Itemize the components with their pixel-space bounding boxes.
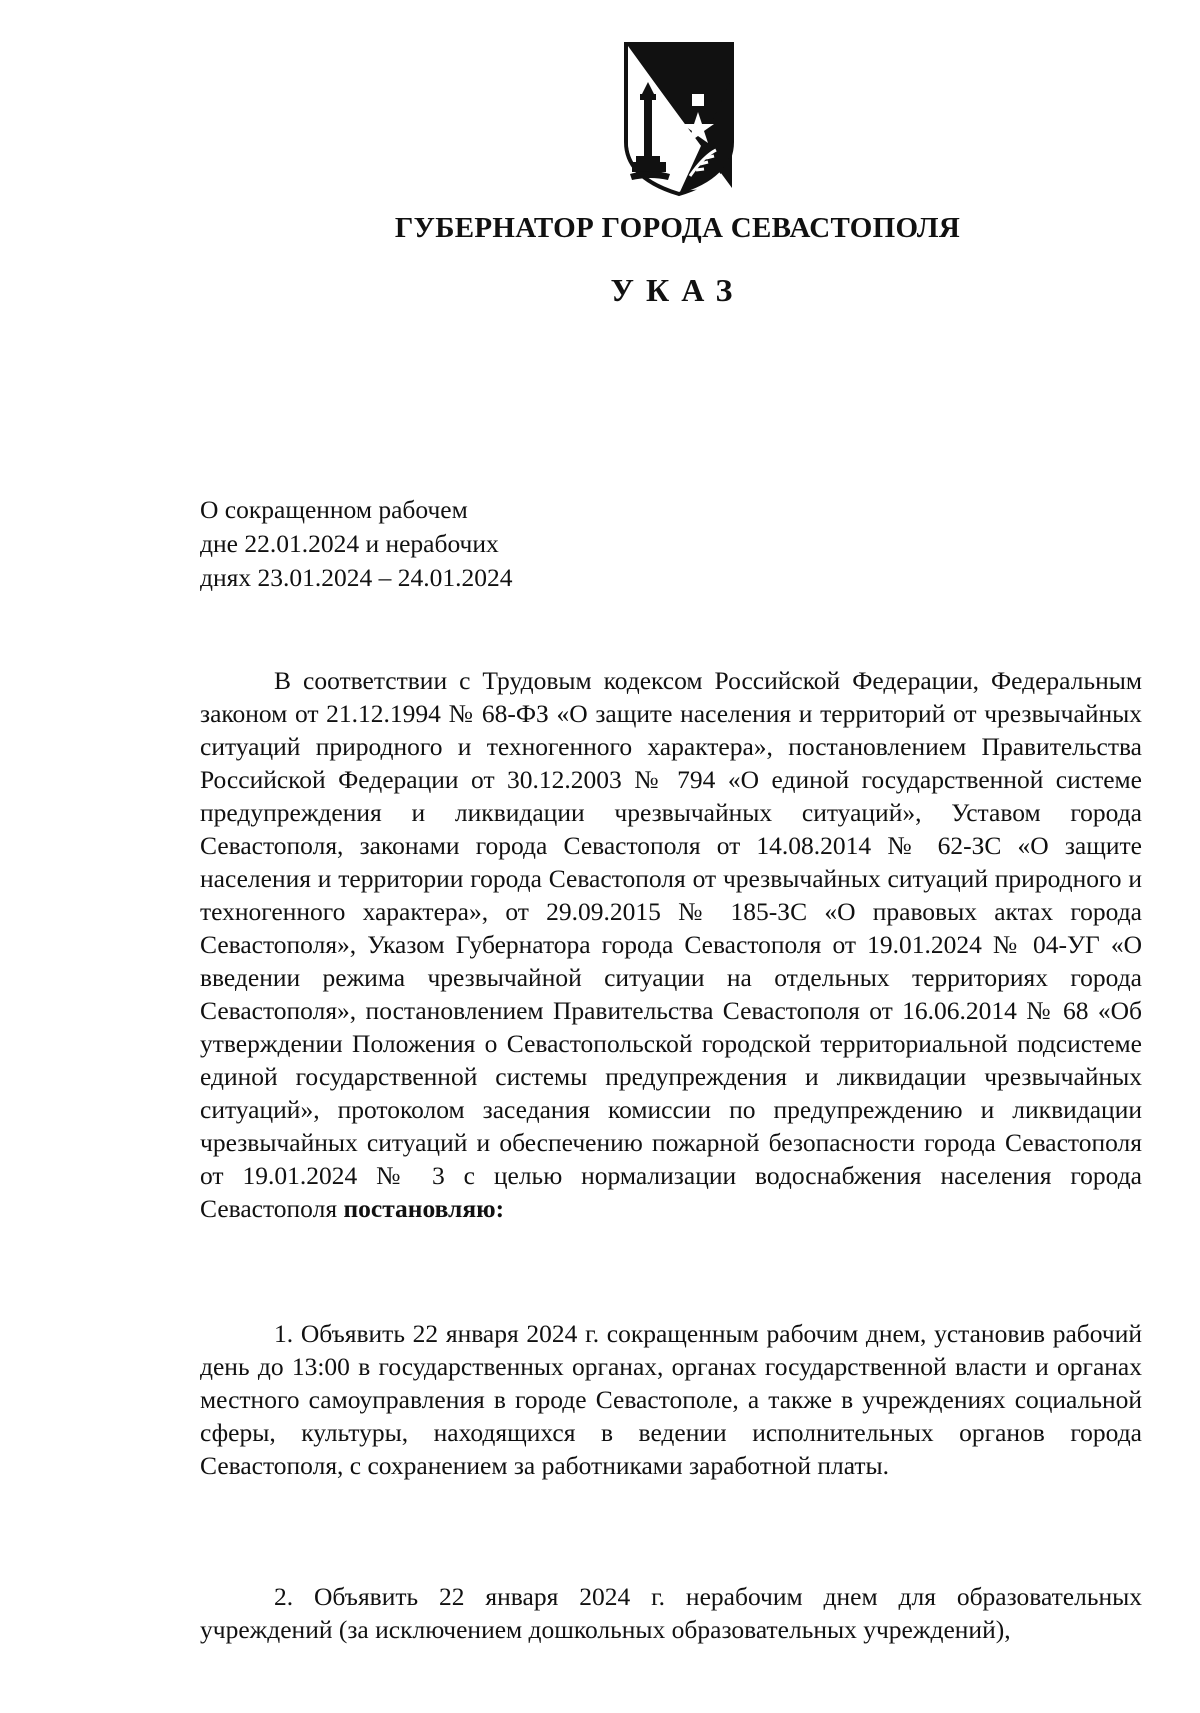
subject-line: днях 23.01.2024 – 24.01.2024 <box>200 563 513 592</box>
decree-subject <box>200 493 512 595</box>
item-text: 1. Объявить 22 января 2024 г. сокращенным рабочим днем, установив рабочий день до 13:00 в государственных органах, органах государственной власти и органах местного самоуправления в городе Севастополе, а также в учреждениях социальной сферы, культуры, находящихся в ведении исполнительных органов города Севастополя, с сохранением за работниками заработной платы. <box>200 1319 1142 1480</box>
decree-item-2 <box>200 1580 1142 1646</box>
subject-line: О сокращенном рабочем <box>200 495 468 524</box>
decree-item-1 <box>200 1317 1142 1482</box>
document-type: УКАЗ <box>610 272 745 308</box>
sevastopol-coat-of-arms-icon <box>620 38 738 198</box>
decree-word: постановляю: <box>343 1194 505 1223</box>
subject-line: дне 22.01.2024 и нерабочих <box>200 529 499 558</box>
preamble <box>200 664 1142 1225</box>
preamble-paragraph <box>200 664 1142 1225</box>
preamble-text: В соответствии с Трудовым кодексом Российской Федерации, Федеральным законом от 21.12.1994 № 68-ФЗ «О защите населения и территорий от чрезвычайных ситуаций природного и техногенного характера», постановлением Правительства Российской Федерации от 30.12.2003 № 794 «О единой государственной системе предупреждения и ликвидации чрезвычайных ситуаций», Уставом города Севастополя, законами города Севастополя от 14.08.2014 № 62-ЗС «О защите населения и территории города Севастополя от чрезвычайных ситуаций природного и техногенного характера», от 29.09.2015 № 185-ЗС «О правовых актах города Севастополя», Указом Губернатора города Севастополя от 19.01.2024 № 04-УГ «О введении режима чрезвычайной ситуации на отдельных территориях города Севастополя», постановлением Правительства Севастополя от 16.06.2014 № 68 «Об утверждении Положения о Севастопольской городской территориальной подсистеме единой государственной системы предупреждения и ликвидации чрезвычайных ситуаций», протоколом заседания комиссии по предупреждению и ликвидации чрезвычайных ситуаций и обеспечению пожарной безопасности города Севастополя от 19.01.2024 № 3 с целью нормализации водоснабжения населения города Севастополя <box>200 666 1142 1223</box>
item-text: 2. Объявить 22 января 2024 г. нерабочим днем для образовательных учреждений (за исключением дошкольных образовательных учреждений), <box>200 1582 1142 1644</box>
issuing-authority: ГУБЕРНАТОР ГОРОДА СЕВАСТОПОЛЯ <box>394 212 961 244</box>
